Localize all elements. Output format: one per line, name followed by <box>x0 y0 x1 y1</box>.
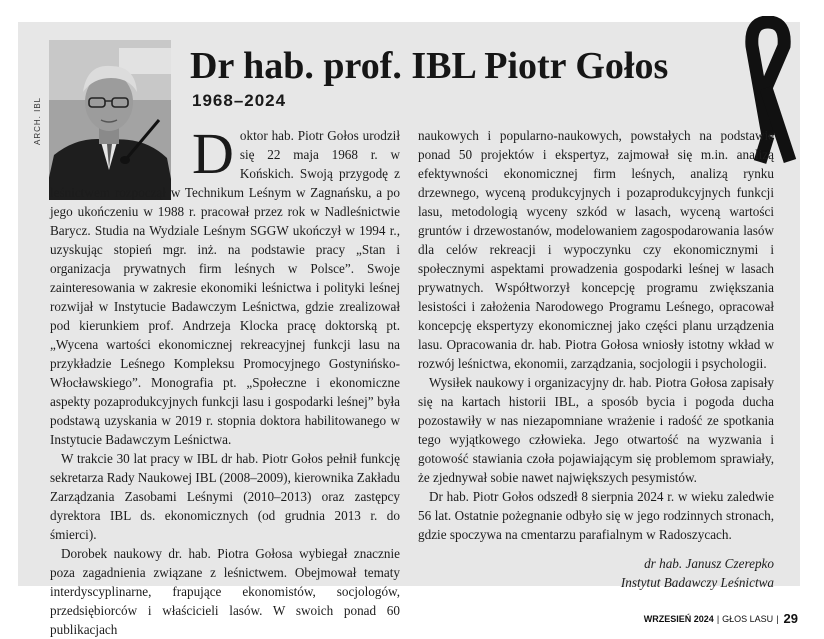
paragraph: naukowych i popularno-naukowych, powstałych na podstawie ponad 50 projektów i ekspertyz, zajmował się m.in. analizą efektywności ekonomicznej firm leśnych, analizą rynku drzewnego, wyceną produkcyjnych i pozaprodukcyjnych funkcji lasu, metodologią wyceny szkód w lasach, wyceną wartości gruntów i drzewostanów, modelowaniem zagospodarowania lasów dla celów rekreacji i wypoczynku czy ekonomicznymi i społecznymi aspektami prowadzenia gospodarki leśnej w lasach prywatnych. Współtworzył koncepcję programu zwiększania lesistości i założenia Narodowego Programu Leśnego, opracował koncepcję ekspertyzy ekonomicznej jako części planu urządzenia lasu. Opracowania dr. hab. Piotra Gołosa wniosły istotny wkład w rozwój leśnictwa, ekonomii, zarządzania, socjologii i psychologii. <box>418 128 774 371</box>
drop-cap: D <box>192 121 234 186</box>
paragraph-text: oktor hab. Piotr Gołos urodził się 22 maja 1968 r. w Końskich. Swoją przygodę z leśnictwem rozpoczął w Technikum Leśnym w Zagnańsku, a po jego ukończeniu w 1988 r. pracował przez rok w Nadleśnictwie Barycz. Studia na Wydziale Leśnym SGGW ukończył w 1994 r., uzyskując stopień mgr. inż. na podstawie pracy „Stan i organizacja prywatnych firm leśnych w Polsce”. Swoje zainteresowania w zakresie ekonomiki leśnictwa i polityki leśnej rozwijał w Instytucie Badawczym Leśnictwa, gdzie zrealizował pod kierunkiem prof. Andrzeja Klocka pracę doktorską pt. „Wycena wartości ekonomicznej rekreacyjnej funkcji lasu na przykładzie Leśnego Kompleksu Promocyjnego Gostynińsko-Włocławskiego”. Monografia pt. „Społeczne i ekonomiczne aspekty pozaprodukcyjnych funkcji lasu i gospodarki leśnej” była podstawą uzyskania w 2019 r. stopnia doktora habilitowanego w Instytucie Badawczym Leśnictwa. <box>50 128 400 447</box>
author-affiliation: Instytut Badawczy Leśnictwa <box>620 575 774 590</box>
paragraph: W trakcie 30 lat pracy w IBL dr hab. Piotr Gołos pełnił funkcję sekretarza Rady Naukowej IBL (2008–2009), kierownika Zakładu Zarządzania Zasobami Leśnymi (2010–2013) oraz zastępcy dyrektora IBL ds. ekonomicznych (od grudnia 2013 r. do śmierci). <box>50 451 400 542</box>
paragraph: Dr hab. Piotr Gołos odszedł 8 sierpnia 2024 r. w wieku zaledwie 56 lat. Ostatnie pożegnanie odbyło się w jego rodzinnych stronach, gdzie spoczywa na cmentarzu parafialnym w Radoszycach. <box>418 489 774 542</box>
right-column <box>418 126 774 592</box>
issue-date: WRZESIEŃ 2024 <box>643 613 714 624</box>
life-years: 1968–2024 <box>192 91 287 110</box>
paragraph <box>50 121 400 449</box>
paragraph: Dorobek naukowy dr. hab. Piotra Gołosa wybiegał znacznie poza zagadnienia związane z leśnictwem. Obejmował tematy interdyscyplinarne, frapujące ekonomistów, socjologów, przedsiębiorców i właścicieli lasów. W swoich ponad 60 publikacjach <box>50 546 400 637</box>
paragraph: Wysiłek naukowy i organizacyjny dr. hab. Piotra Gołosa zapisały się na kartach historii IBL, a sposób bycia i pogoda ducha pozostawiły w nas niezapomniane wrażenie i radość ze spotkania tego wyjątkowego człowieka. Jego otwartość na wyzwania i gotowość stawiania czoła pojawiającym się problemom sprawiały, że zjednywał sobie nawet największych pesymistów. <box>418 375 774 485</box>
page-number: 29 <box>783 611 798 626</box>
author-name: dr hab. Janusz Czerepko <box>644 556 774 571</box>
footer-separator: | <box>716 613 720 624</box>
magazine-name: GŁOS LASU <box>722 613 774 624</box>
left-column <box>50 121 400 639</box>
page-footer <box>644 611 798 626</box>
photo-credit: ARCH. IBL <box>33 96 42 145</box>
article-title: Dr hab. prof. IBL Piotr Gołos <box>190 45 669 87</box>
footer-separator: | <box>776 613 779 624</box>
signature <box>418 554 774 592</box>
